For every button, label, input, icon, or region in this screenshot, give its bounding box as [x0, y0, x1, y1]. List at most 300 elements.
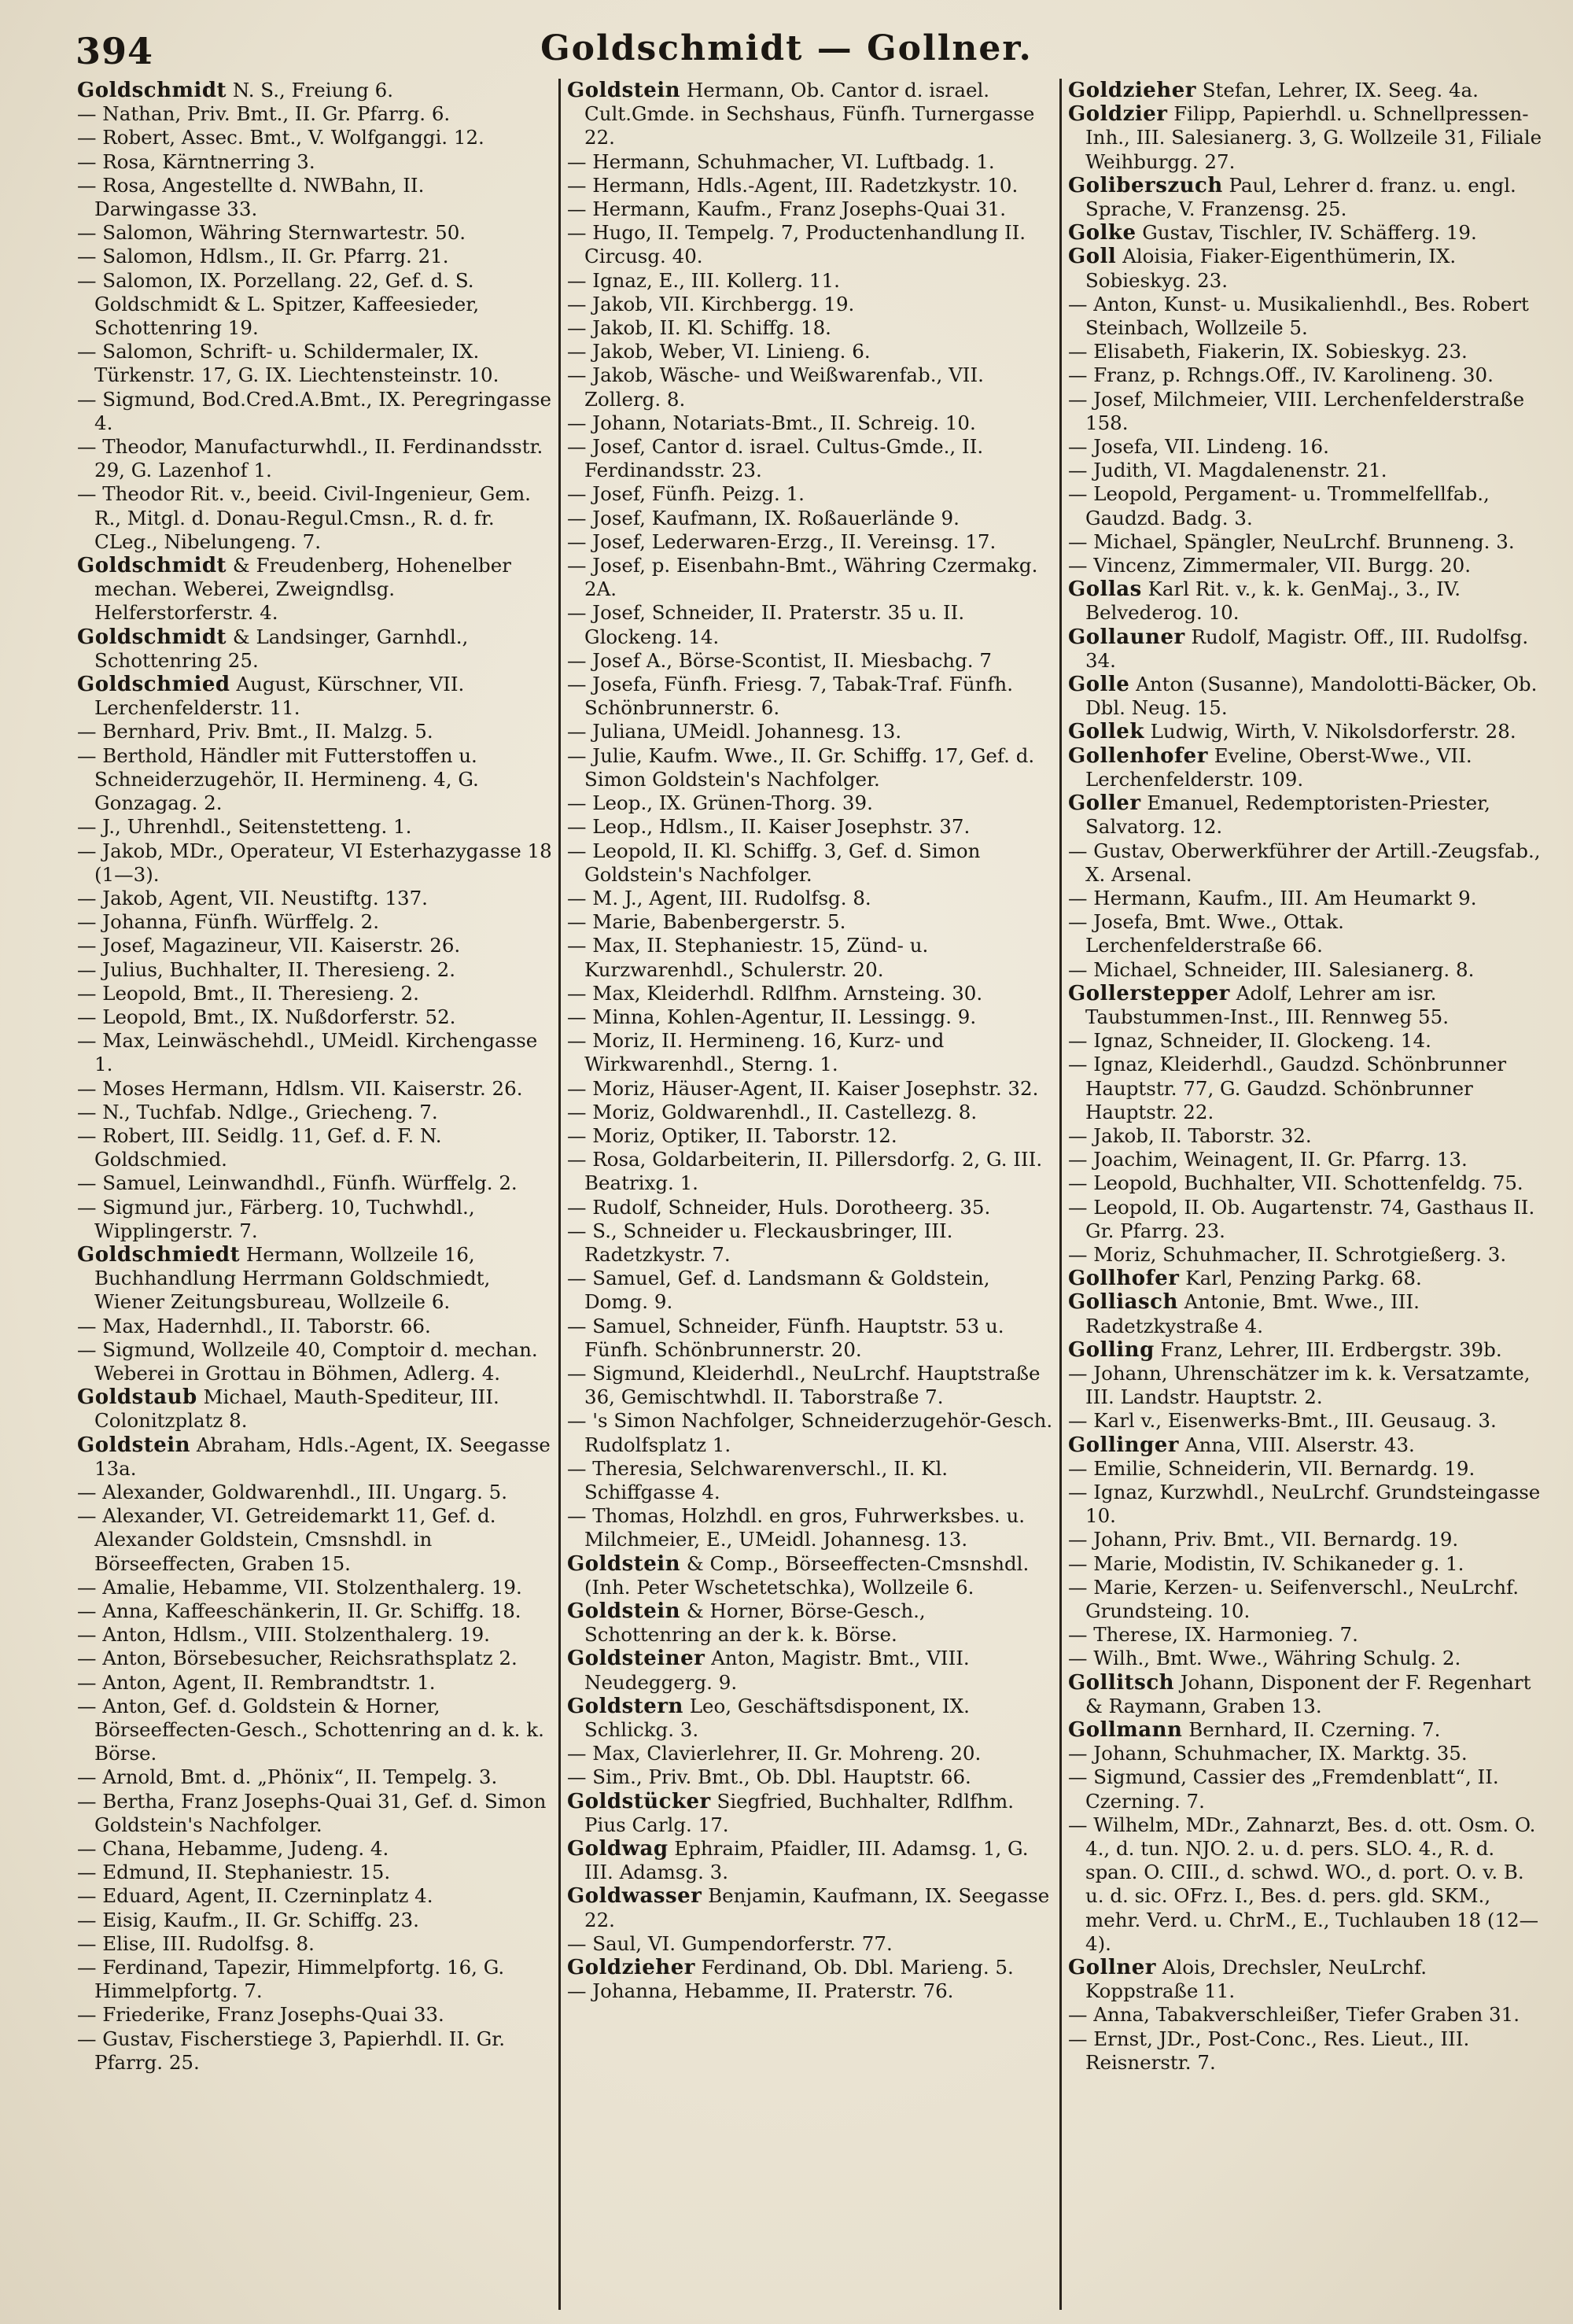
entry-surname: Goldschmidt: [77, 79, 227, 102]
entry-text: — Sim., Priv. Bmt., Ob. Dbl. Hauptstr. 66.: [567, 1765, 971, 1789]
directory-entry: [77, 1671, 552, 1695]
directory-entry: [77, 1623, 552, 1647]
entry-surname: Goldschmidt: [77, 625, 227, 649]
entry-text: — Josef, Kaufmann, IX. Roßauerlände 9.: [567, 506, 960, 529]
directory-entry: [567, 601, 1053, 648]
entry-text: Eveline, Oberst-Wwe., VII. Lerchenfelderstr. 109.: [1085, 743, 1472, 791]
entry-surname: Goldstein: [77, 1433, 191, 1457]
entry-text: — Josef A., Börse-Scontist, II. Miesbachg. 7: [567, 648, 992, 672]
entry-text: — Salomon, Hdlsm., II. Gr. Pfarrg. 21.: [77, 245, 449, 268]
entry-text: August, Kürschner, VII. Lerchenfelderstr. 11.: [94, 673, 465, 720]
entry-text: Hermann, Wollzeile 16, Buchhandlung Herrmann Goldschmiedt, Wiener Zeitungsbureau, Wollzeile 6.: [94, 1242, 491, 1314]
entry-surname: Gollauner: [1068, 625, 1185, 649]
directory-entry: [1068, 625, 1543, 673]
entry-text: — Theodor Rit. v., beeid. Civil-Ingenieur, Gem. R., Mitgl. d. Donau-Regul.Cmsn., R. d. fr. CLeg., Nibelungeng. 7.: [77, 482, 531, 553]
entry-surname: Gollenhofer: [1068, 743, 1208, 768]
entry-text: — Josef, Fünfh. Peizg. 1.: [567, 482, 805, 506]
directory-entry: [1068, 744, 1543, 791]
entry-text: — Marie, Modistin, IV. Schikaneder g. 1.: [1068, 1551, 1464, 1575]
directory-entry: [567, 910, 1053, 934]
entry-text: Alois, Drechsler, NeuLrchf. Koppstraße 11.: [1085, 1956, 1427, 2003]
directory-entry: [567, 197, 1053, 221]
directory-entry: [77, 1837, 552, 1861]
entry-surname: Gollas: [1068, 577, 1142, 602]
entry-text: — Franz, p. Rchngs.Off., IV. Karolineng. 30.: [1068, 363, 1494, 387]
entry-text: — Moriz, II. Hermineng. 16, Kurz- und Wirkwarenhdl., Sterng. 1.: [567, 1029, 945, 1076]
entry-text: — Ernst, JDr., Post-Conc., Res. Lieut., III. Reisnerstr. 7.: [1068, 2027, 1470, 2074]
entry-surname: Gollmann: [1068, 1718, 1183, 1743]
entry-text: & Horner, Börse-Gesch., Schottenring an der k. k. Börse.: [584, 1599, 926, 1647]
entry-text: Siegfried, Buchhalter, Rdlfhm. Pius Carlg. 17.: [584, 1789, 1014, 1836]
column-right: [1062, 79, 1549, 2310]
directory-entry: [1068, 1338, 1543, 1362]
entry-text: — S., Schneider u. Fleckausbringer, III. Radetzkystr. 7.: [567, 1219, 953, 1266]
entry-text: — Leopold, Buchhalter, VII. Schottenfeldg. 75.: [1068, 1171, 1523, 1195]
entry-surname: Goldzieher: [1068, 79, 1196, 102]
directory-entry: [567, 79, 1053, 150]
directory-entry: [1068, 1433, 1543, 1457]
entry-text: — Robert, III. Seidlg. 11, Gef. d. F. N. Goldschmied.: [77, 1123, 442, 1171]
directory-entry: [1068, 1243, 1543, 1267]
entry-text: — Hermann, Hdls.-Agent, III. Radetzkystr. 10.: [567, 173, 1019, 197]
entry-text: — Rosa, Kärntnerring 3.: [77, 149, 315, 173]
directory-entry: [1068, 1765, 1543, 1813]
directory-entry: [77, 126, 552, 149]
entry-text: Adolf, Lehrer am isr. Taubstummen-Inst., III. Rennweg 55.: [1085, 981, 1449, 1028]
entry-surname: Goliberszuch: [1068, 173, 1223, 197]
entry-text: — Leop., Hdlsm., II. Kaiser Josephstr. 37.: [567, 815, 971, 839]
entry-text: — Elise, III. Rudolfsg. 8.: [77, 1931, 315, 1955]
directory-entry: [77, 1576, 552, 1599]
directory-entry: [567, 839, 1053, 887]
directory-entry: [567, 363, 1053, 411]
entry-text: Anton (Susanne), Mandolotti-Bäcker, Ob. Dbl. Neug. 15.: [1085, 673, 1538, 720]
directory-entry: [77, 1861, 552, 1884]
directory-entry: [567, 340, 1053, 363]
directory-entry: [1068, 1718, 1543, 1742]
directory-entry: [1068, 720, 1543, 743]
directory-entry: [77, 887, 552, 910]
directory-entry: [567, 1552, 1053, 1599]
entry-text: — Johann, Uhrenschätzer im k. k. Versatzamte, III. Landstr. Hauptstr. 2.: [1068, 1361, 1531, 1409]
entry-text: — Julie, Kaufm. Wwe., II. Gr. Schiffg. 17, Gef. d. Simon Goldstein's Nachfolger.: [567, 743, 1035, 791]
directory-entry: [1068, 1171, 1543, 1195]
entry-text: — Josefa, Bmt. Wwe., Ottak. Lerchenfelderstraße 66.: [1068, 910, 1344, 957]
directory-entry: [1068, 1552, 1543, 1576]
entry-text: — Leopold, II. Ob. Augartenstr. 74, Gasthaus II. Gr. Pfarrg. 23.: [1068, 1195, 1535, 1242]
entry-surname: Golle: [1068, 673, 1130, 697]
directory-entry: [1068, 293, 1543, 340]
directory-entry: [1068, 673, 1543, 720]
entry-text: — Josefa, VII. Lindeng. 16.: [1068, 435, 1329, 459]
directory-entry: [567, 791, 1053, 815]
directory-entry: [567, 507, 1053, 530]
entry-text: Anna, VIII. Alserstr. 43.: [1179, 1433, 1415, 1456]
entry-text: — Minna, Kohlen-Agentur, II. Lessingg. 9.: [567, 1005, 977, 1028]
directory-entry: [1068, 554, 1543, 577]
entry-text: Rudolf, Magistr. Off., III. Rudolfsg. 34.: [1085, 625, 1529, 672]
entry-text: — Jakob, MDr., Operateur, VI Esterhazygasse 18 (1—3).: [77, 839, 552, 886]
directory-entry: [77, 221, 552, 245]
entry-text: — Anton, Gef. d. Goldstein & Horner, Börseeffecten-Gesch., Schottenring an d. k. k. Börse.: [77, 1694, 544, 1765]
directory-entry: [77, 625, 552, 673]
entry-surname: Goldzier: [1068, 102, 1168, 127]
directory-entry: [567, 887, 1053, 910]
entry-surname: Gollhofer: [1068, 1267, 1180, 1291]
entry-text: — Max, Clavierlehrer, II. Gr. Mohreng. 20.: [567, 1742, 982, 1765]
directory-entry: [1068, 2003, 1543, 2027]
directory-entry: [567, 1765, 1053, 1789]
directory-entry: [567, 1932, 1053, 1956]
directory-entry: [77, 1101, 552, 1124]
entry-text: — Jakob, II. Kl. Schiffg. 18.: [567, 316, 831, 340]
directory-entry: [1068, 1647, 1543, 1670]
directory-entry: [77, 2003, 552, 2027]
entry-surname: Gollner: [1068, 1956, 1156, 1980]
directory-entry: [1068, 1053, 1543, 1124]
entry-text: — Ignaz, Kleiderhdl., Gaudzd. Schönbrunner Hauptstr. 77, G. Gaudzd. Schönbrunner Hauptstr. 22.: [1068, 1053, 1507, 1123]
directory-entry: [567, 1790, 1053, 1837]
directory-entry: [1068, 982, 1543, 1029]
entry-text: — Moriz, Goldwarenhdl., II. Castellezg. 8.: [567, 1100, 978, 1123]
directory-entry: [1068, 1267, 1543, 1290]
directory-entry: [567, 221, 1053, 268]
directory-entry: [1068, 482, 1543, 529]
page-number: 394: [76, 30, 154, 72]
entry-text: & Comp., Börseeffecten-Cmsnshdl. (Inh. Peter Wschetetschka), Wollzeile 6.: [584, 1551, 1030, 1599]
directory-entry: [1068, 1671, 1543, 1718]
entry-text: Karl Rit. v., k. k. GenMaj., 3., IV. Belvederog. 10.: [1085, 577, 1461, 625]
directory-entry: [1068, 887, 1543, 910]
entry-text: — Hermann, Schuhmacher, VI. Luftbadg. 1.: [567, 149, 995, 173]
directory-entry: [77, 1884, 552, 1908]
entry-surname: Gollerstepper: [1068, 981, 1230, 1005]
entry-text: — Josefa, Fünfh. Friesg. 7, Tabak-Traf. Fünfh. Schönbrunnerstr. 6.: [567, 673, 1013, 720]
directory-entry: [1068, 1124, 1543, 1148]
entry-text: — Anton, Börsebesucher, Reichsrathsplatz 2.: [77, 1647, 518, 1670]
entry-text: — Michael, Spängler, NeuLrchf. Brunneng. 3.: [1068, 529, 1515, 553]
directory-entry: [1068, 1196, 1543, 1243]
directory-entry: [567, 982, 1053, 1005]
entry-text: — Emilie, Schneiderin, VII. Bernardg. 19.: [1068, 1456, 1475, 1480]
entry-text: — Josef, Milchmeier, VIII. Lerchenfelderstraße 158.: [1068, 387, 1525, 434]
directory-entry: [1068, 1362, 1543, 1409]
entry-text: — Bernhard, Priv. Bmt., II. Malzg. 5.: [77, 720, 433, 743]
entry-text: — Nathan, Priv. Bmt., II. Gr. Pfarrg. 6.: [77, 102, 451, 126]
directory-entry: [567, 1005, 1053, 1029]
directory-entry: [1068, 791, 1543, 839]
directory-entry: [1068, 1956, 1543, 2003]
directory-entry: [567, 1409, 1053, 1456]
entry-surname: Goldstaub: [77, 1385, 197, 1410]
entry-text: — Ignaz, Schneider, II. Glockeng. 14.: [1068, 1029, 1431, 1053]
entry-surname: Goldsteiner: [567, 1647, 705, 1671]
directory-entry: [1068, 1457, 1543, 1481]
entry-text: — Jakob, II. Taborstr. 32.: [1068, 1123, 1312, 1147]
entry-text: — Leop., IX. Grünen-Thorg. 39.: [567, 791, 873, 815]
directory-entry: [1068, 530, 1543, 554]
entry-text: — Eisig, Kaufm., II. Gr. Schiffg. 23.: [77, 1908, 419, 1931]
entry-text: Gustav, Tischler, IV. Schäfferg. 19.: [1136, 221, 1477, 245]
directory-entry: [567, 1077, 1053, 1101]
entry-text: — 's Simon Nachfolger, Schneiderzugehör-Gesch. Rudolfsplatz 1.: [567, 1409, 1053, 1456]
entry-text: — Saul, VI. Gumpendorferstr. 77.: [567, 1931, 893, 1955]
directory-entry: [567, 673, 1053, 720]
directory-entry: [77, 1790, 552, 1837]
entry-surname: Golliasch: [1068, 1290, 1178, 1315]
directory-entry: [77, 2027, 552, 2075]
directory-entry: [77, 435, 552, 482]
directory-entry: [1068, 245, 1543, 292]
entry-text: — Anna, Tabakverschleißer, Tiefer Graben 31.: [1068, 2003, 1520, 2027]
directory-entry: [77, 982, 552, 1005]
entry-text: — Marie, Kerzen- u. Seifenverschl., NeuLrchf. Grundsteing. 10.: [1068, 1575, 1520, 1622]
directory-entry: [567, 150, 1053, 174]
directory-entry: [567, 1884, 1053, 1931]
entry-text: — Alexander, VI. Getreidemarkt 11, Gef. d. Alexander Goldstein, Cmsnshdl. in Börseeffecten, Graben 15.: [77, 1504, 496, 1575]
directory-entry: [567, 435, 1053, 482]
page-title: Goldschmidt — Gollner.: [540, 28, 1033, 68]
entry-text: — J., Uhrenhdl., Seitenstetteng. 1.: [77, 815, 412, 839]
entry-text: — Vincenz, Zimmermaler, VII. Burgg. 20.: [1068, 554, 1471, 577]
directory-entry: [1068, 1409, 1543, 1433]
directory-entry: [1068, 1148, 1543, 1171]
entry-text: — Berthold, Händler mit Futterstoffen u. Schneiderzugehör, II. Hermineng. 4, G. Gonzagag. 2.: [77, 743, 479, 815]
entry-text: — Alexander, Goldwarenhdl., III. Ungarg. 5.: [77, 1480, 508, 1503]
directory-entry: [567, 269, 1053, 293]
entry-text: — Judith, VI. Magdalenenstr. 21.: [1068, 459, 1387, 482]
entry-text: — Marie, Babenbergerstr. 5.: [567, 910, 846, 934]
directory-entry: [567, 293, 1053, 316]
entry-text: — Sigmund, Cassier des „Fremdenblatt“, II. Czerning. 7.: [1068, 1765, 1499, 1813]
entry-text: — Anna, Kaffeeschänkerin, II. Gr. Schiffg. 18.: [77, 1599, 521, 1622]
entry-text: Abraham, Hdls.-Agent, IX. Seegasse 13a.: [94, 1433, 551, 1480]
entry-text: — Josef, Cantor d. israel. Cultus-Gmde., II. Ferdinandsstr. 23.: [567, 435, 984, 482]
entry-surname: Goldstein: [567, 1599, 681, 1623]
entry-surname: Goldwag: [567, 1837, 669, 1861]
directory-entry: [567, 174, 1053, 197]
directory-entry: [567, 316, 1053, 340]
directory-entry: [77, 910, 552, 934]
directory-entry: [1068, 174, 1543, 221]
entry-text: — Michael, Schneider, III. Salesianerg. 8.: [1068, 957, 1475, 981]
entry-text: Hermann, Ob. Cantor d. israel. Cult.Gmde. in Sechshaus, Fünfh. Turnergasse 22.: [584, 79, 1035, 149]
entry-text: — Sigmund, Bod.Cred.A.Bmt., IX. Peregringasse 4.: [77, 387, 551, 434]
entry-text: Paul, Lehrer d. franz. u. engl. Sprache, V. Franzensg. 25.: [1085, 173, 1516, 221]
directory-entry: [567, 815, 1053, 839]
entry-text: — Josef, Magazineur, VII. Kaiserstr. 26.: [77, 934, 461, 957]
entry-text: — Amalie, Hebamme, VII. Stolzenthalerg. 19.: [77, 1575, 522, 1599]
directory-entry: [567, 1457, 1053, 1504]
entry-text: — Ignaz, Kurzwhdl., NeuLrchf. Grundsteingasse 10.: [1068, 1480, 1541, 1528]
entry-text: — Johanna, Fünfh. Würffelg. 2.: [77, 910, 380, 934]
entry-text: Franz, Lehrer, III. Erdbergstr. 39b.: [1154, 1337, 1502, 1361]
entry-text: — Hugo, II. Tempelg. 7, Productenhandlung II. Circusg. 40.: [567, 221, 1026, 268]
directory-entry: [77, 744, 552, 816]
entry-text: Johann, Disponent der F. Regenhart & Raymann, Graben 13.: [1085, 1670, 1531, 1717]
entry-text: Anton, Magistr. Bmt., VIII. Neudeggerg. 9.: [584, 1647, 970, 1694]
entry-text: — Leopold, Bmt., II. Theresieng. 2.: [77, 981, 419, 1005]
directory-entry: [567, 1979, 1053, 2003]
entry-text: — Therese, IX. Harmonieg. 7.: [1068, 1623, 1358, 1647]
entry-text: N. S., Freiung 6.: [227, 79, 394, 101]
directory-entry: [567, 934, 1053, 981]
entry-text: — Josef, Schneider, II. Praterstr. 35 u. II. Glockeng. 14.: [567, 601, 965, 648]
directory-entry: [1068, 1813, 1543, 1956]
entry-text: — Johann, Notariats-Bmt., II. Schreig. 10.: [567, 411, 976, 434]
entry-text: Ephraim, Pfaidler, III. Adamsg. 1, G. III. Adamsg. 3.: [584, 1837, 1029, 1884]
entry-text: — Rosa, Goldarbeiterin, II. Pillersdorfg. 2, G. III. Beatrixg. 1.: [567, 1148, 1043, 1195]
directory-entry: [77, 1433, 552, 1481]
directory-entry: [77, 1481, 552, 1504]
entry-text: — Theresia, Selchwarenverschl., II. Kl. Schiffgasse 4.: [567, 1456, 949, 1503]
directory-entry: [77, 1315, 552, 1338]
directory-entry: [77, 1932, 552, 1956]
entry-text: — Rudolf, Schneider, Huls. Dorotheerg. 35.: [567, 1195, 991, 1219]
directory-entry: [567, 1124, 1053, 1148]
entry-surname: Goldstein: [567, 1551, 681, 1576]
entry-surname: Golke: [1068, 221, 1136, 245]
entry-surname: Goldschmiedt: [77, 1242, 241, 1267]
entry-text: — Max, Kleiderhdl. Rdlfhm. Arnsteing. 30.: [567, 981, 983, 1005]
directory-entry: [77, 815, 552, 839]
entry-text: — Arnold, Bmt. d. „Phönix“, II. Tempelg. 3.: [77, 1765, 498, 1789]
directory-entry: [567, 1267, 1053, 1314]
directory-entry: [77, 340, 552, 387]
entry-text: — Josef, Lederwaren-Erzg., II. Vereinsg. 17.: [567, 529, 996, 553]
entry-text: — Eduard, Agent, II. Czerninplatz 4.: [77, 1884, 433, 1908]
directory-entry: [1068, 910, 1543, 957]
entry-text: — Sigmund, Kleiderhdl., NeuLrchf. Hauptstraße 36, Gemischtwhdl. II. Taborstraße 7.: [567, 1361, 1041, 1409]
entry-text: — Moriz, Optiker, II. Taborstr. 12.: [567, 1123, 897, 1147]
directory-entry: [77, 1171, 552, 1195]
directory-entry: [77, 1956, 552, 2003]
directory-entry: [1068, 1290, 1543, 1337]
directory-entry: [77, 150, 552, 174]
entry-text: — Max, II. Stephaniestr. 15, Zünd- u. Kurzwarenhdl., Schulerstr. 20.: [567, 934, 929, 981]
directory-entry: [77, 1077, 552, 1101]
entry-text: — Joachim, Weinagent, II. Gr. Pfarrg. 13.: [1068, 1148, 1468, 1171]
directory-entry: [567, 1837, 1053, 1884]
directory-entry: [1068, 435, 1543, 459]
entry-text: Karl, Penzing Parkg. 68.: [1179, 1267, 1422, 1290]
directory-entry: [77, 102, 552, 126]
directory-entry: [567, 554, 1053, 601]
entry-text: — Wilhelm, MDr., Zahnarzt, Bes. d. ott. Osm. O. 4., d. tun. NJO. 2. u. d. pers. SLO. 4., R. d. span. O. CIII., d. schwd. WO., d. port. O. v. B. u. d. sic. OFrz. I., Bes. d. pers. gld. SKM., mehr. Verd. u. ChrM., E., Tuchlauben 18 (12—4).: [1068, 1813, 1539, 1955]
entry-text: — Anton, Kunst- u. Musikalienhdl., Bes. Robert Steinbach, Wollzeile 5.: [1068, 292, 1529, 340]
directory-entry: [77, 1243, 552, 1315]
entry-text: — Samuel, Schneider, Fünfh. Hauptstr. 53 u. Fünfh. Schönbrunnerstr. 20.: [567, 1314, 1004, 1361]
entry-text: — Gustav, Oberwerkführer der Artill.-Zeugsfab., X. Arsenal.: [1068, 839, 1541, 886]
directory-entry: [77, 79, 552, 102]
directory-entry: [567, 744, 1053, 791]
directory-entry: [1068, 221, 1543, 245]
directory-entry: [567, 1196, 1053, 1219]
entry-text: Aloisia, Fiaker-Eigenthümerin, IX. Sobieskyg. 23.: [1085, 245, 1457, 292]
directory-entry: [77, 174, 552, 221]
entry-text: — Hermann, Kaufm., Franz Josephs-Quai 31.: [567, 197, 1006, 221]
entry-surname: Goldstein: [567, 79, 681, 102]
directory-entry: [77, 720, 552, 743]
directory-entry: [567, 1029, 1053, 1076]
directory-entry: [567, 1101, 1053, 1124]
directory-entry: [1068, 1576, 1543, 1623]
directory-entry: [77, 839, 552, 887]
entry-text: — Jakob, VII. Kirchbergg. 19.: [567, 292, 855, 315]
entry-text: — Chana, Hebamme, Judeng. 4.: [77, 1837, 389, 1861]
entry-text: — Jakob, Wäsche- und Weißwarenfab., VII. Zollerg. 8.: [567, 363, 984, 411]
entry-surname: Goldzieher: [567, 1956, 695, 1980]
entry-text: — Leopold, Bmt., IX. Nußdorferstr. 52.: [77, 1005, 456, 1028]
directory-entry: [1068, 1029, 1543, 1053]
directory-entry: [567, 1362, 1053, 1409]
entry-text: — Johann, Schuhmacher, IX. Marktg. 35.: [1068, 1742, 1468, 1765]
directory-entry: [1068, 340, 1543, 363]
entry-text: — Jakob, Weber, VI. Linieng. 6.: [567, 340, 871, 363]
directory-entry: [1068, 958, 1543, 982]
directory-entry: [77, 245, 552, 268]
entry-text: Antonie, Bmt. Wwe., III. Radetzkystraße 4.: [1085, 1290, 1420, 1337]
entry-text: — Elisabeth, Fiakerin, IX. Sobieskyg. 23.: [1068, 340, 1468, 363]
directory-entry: [1068, 79, 1543, 102]
entry-text: — Leopold, II. Kl. Schiffg. 3, Gef. d. Simon Goldstein's Nachfolger.: [567, 839, 981, 886]
entry-text: — Johann, Priv. Bmt., VII. Bernardg. 19.: [1068, 1528, 1459, 1551]
entry-text: — Sigmund jur., Färberg. 10, Tuchwhdl., Wipplingerstr. 7.: [77, 1195, 475, 1242]
entry-text: — Rosa, Angestellte d. NWBahn, II. Darwingasse 33.: [77, 173, 425, 221]
entry-text: — Leopold, Pergament- u. Trommelfellfab., Gaudzd. Badg. 3.: [1068, 482, 1490, 529]
column-middle: [558, 79, 1062, 2310]
directory-entry: [1068, 1528, 1543, 1551]
entry-surname: Gollitsch: [1068, 1670, 1175, 1695]
directory-entry: [1068, 459, 1543, 482]
entry-text: — Salomon, Währing Sternwartestr. 50.: [77, 221, 466, 245]
directory-entry: [567, 1504, 1053, 1551]
directory-entry: [77, 1647, 552, 1670]
entry-text: — Max, Leinwäschehdl., UMeidl. Kirchengasse 1.: [77, 1029, 538, 1076]
directory-entry: [1068, 1623, 1543, 1647]
entry-surname: Goldstücker: [567, 1789, 711, 1813]
entry-text: Michael, Mauth-Spediteur, III. Colonitzplatz 8.: [94, 1385, 499, 1433]
entry-text: Leo, Geschäftsdisponent, IX. Schlickg. 3.: [584, 1694, 970, 1742]
entry-text: Ludwig, Wirth, V. Nikolsdorferstr. 28.: [1144, 720, 1516, 743]
directory-entry: [567, 1219, 1053, 1267]
entry-text: — Sigmund, Wollzeile 40, Comptoir d. mechan. Weberei in Grottau in Böhmen, Adlerg. 4.: [77, 1337, 538, 1385]
directory-entry: [567, 1956, 1053, 1979]
entry-text: Stefan, Lehrer, IX. Seeg. 4a.: [1195, 79, 1479, 101]
directory-entry: [77, 1338, 552, 1385]
directory-entry: [567, 720, 1053, 743]
directory-entry: [77, 1909, 552, 1932]
entry-text: — Salomon, Schrift- u. Schildermaler, IX. Türkenstr. 17, G. IX. Liechtensteinstr. 10.: [77, 340, 499, 387]
entry-text: — Julius, Buchhalter, II. Theresieng. 2.: [77, 957, 456, 981]
directory-entry: [567, 1315, 1053, 1362]
entry-text: — Wilh., Bmt. Wwe., Währing Schulg. 2.: [1068, 1647, 1461, 1670]
entry-surname: Goll: [1068, 245, 1117, 269]
column-left: [71, 79, 558, 2310]
directory-entry: [77, 1196, 552, 1243]
entry-surname: Goller: [1068, 791, 1141, 816]
entry-text: — Moriz, Häuser-Agent, II. Kaiser Josephstr. 32.: [567, 1076, 1039, 1100]
directory-entry: [77, 482, 552, 554]
directory-entry: [77, 1029, 552, 1076]
entry-text: Filipp, Papierhdl. u. Schnellpressen-Inh., III. Salesianerg. 3, G. Wollzeile 31, Filiale Weihburgg. 27.: [1085, 102, 1542, 173]
entry-text: — Jakob, Agent, VII. Neustiftg. 137.: [77, 886, 428, 909]
entry-text: — Moriz, Schuhmacher, II. Schrotgießerg. 3.: [1068, 1242, 1507, 1266]
directory-entry: [77, 1599, 552, 1623]
entry-text: — Josef, p. Eisenbahn-Bmt., Währing Czermakg. 2A.: [567, 554, 1038, 601]
entry-text: — Karl v., Eisenwerks-Bmt., III. Geusaug. 3.: [1068, 1409, 1497, 1433]
entry-text: — Friederike, Franz Josephs-Quai 33.: [77, 2003, 444, 2027]
